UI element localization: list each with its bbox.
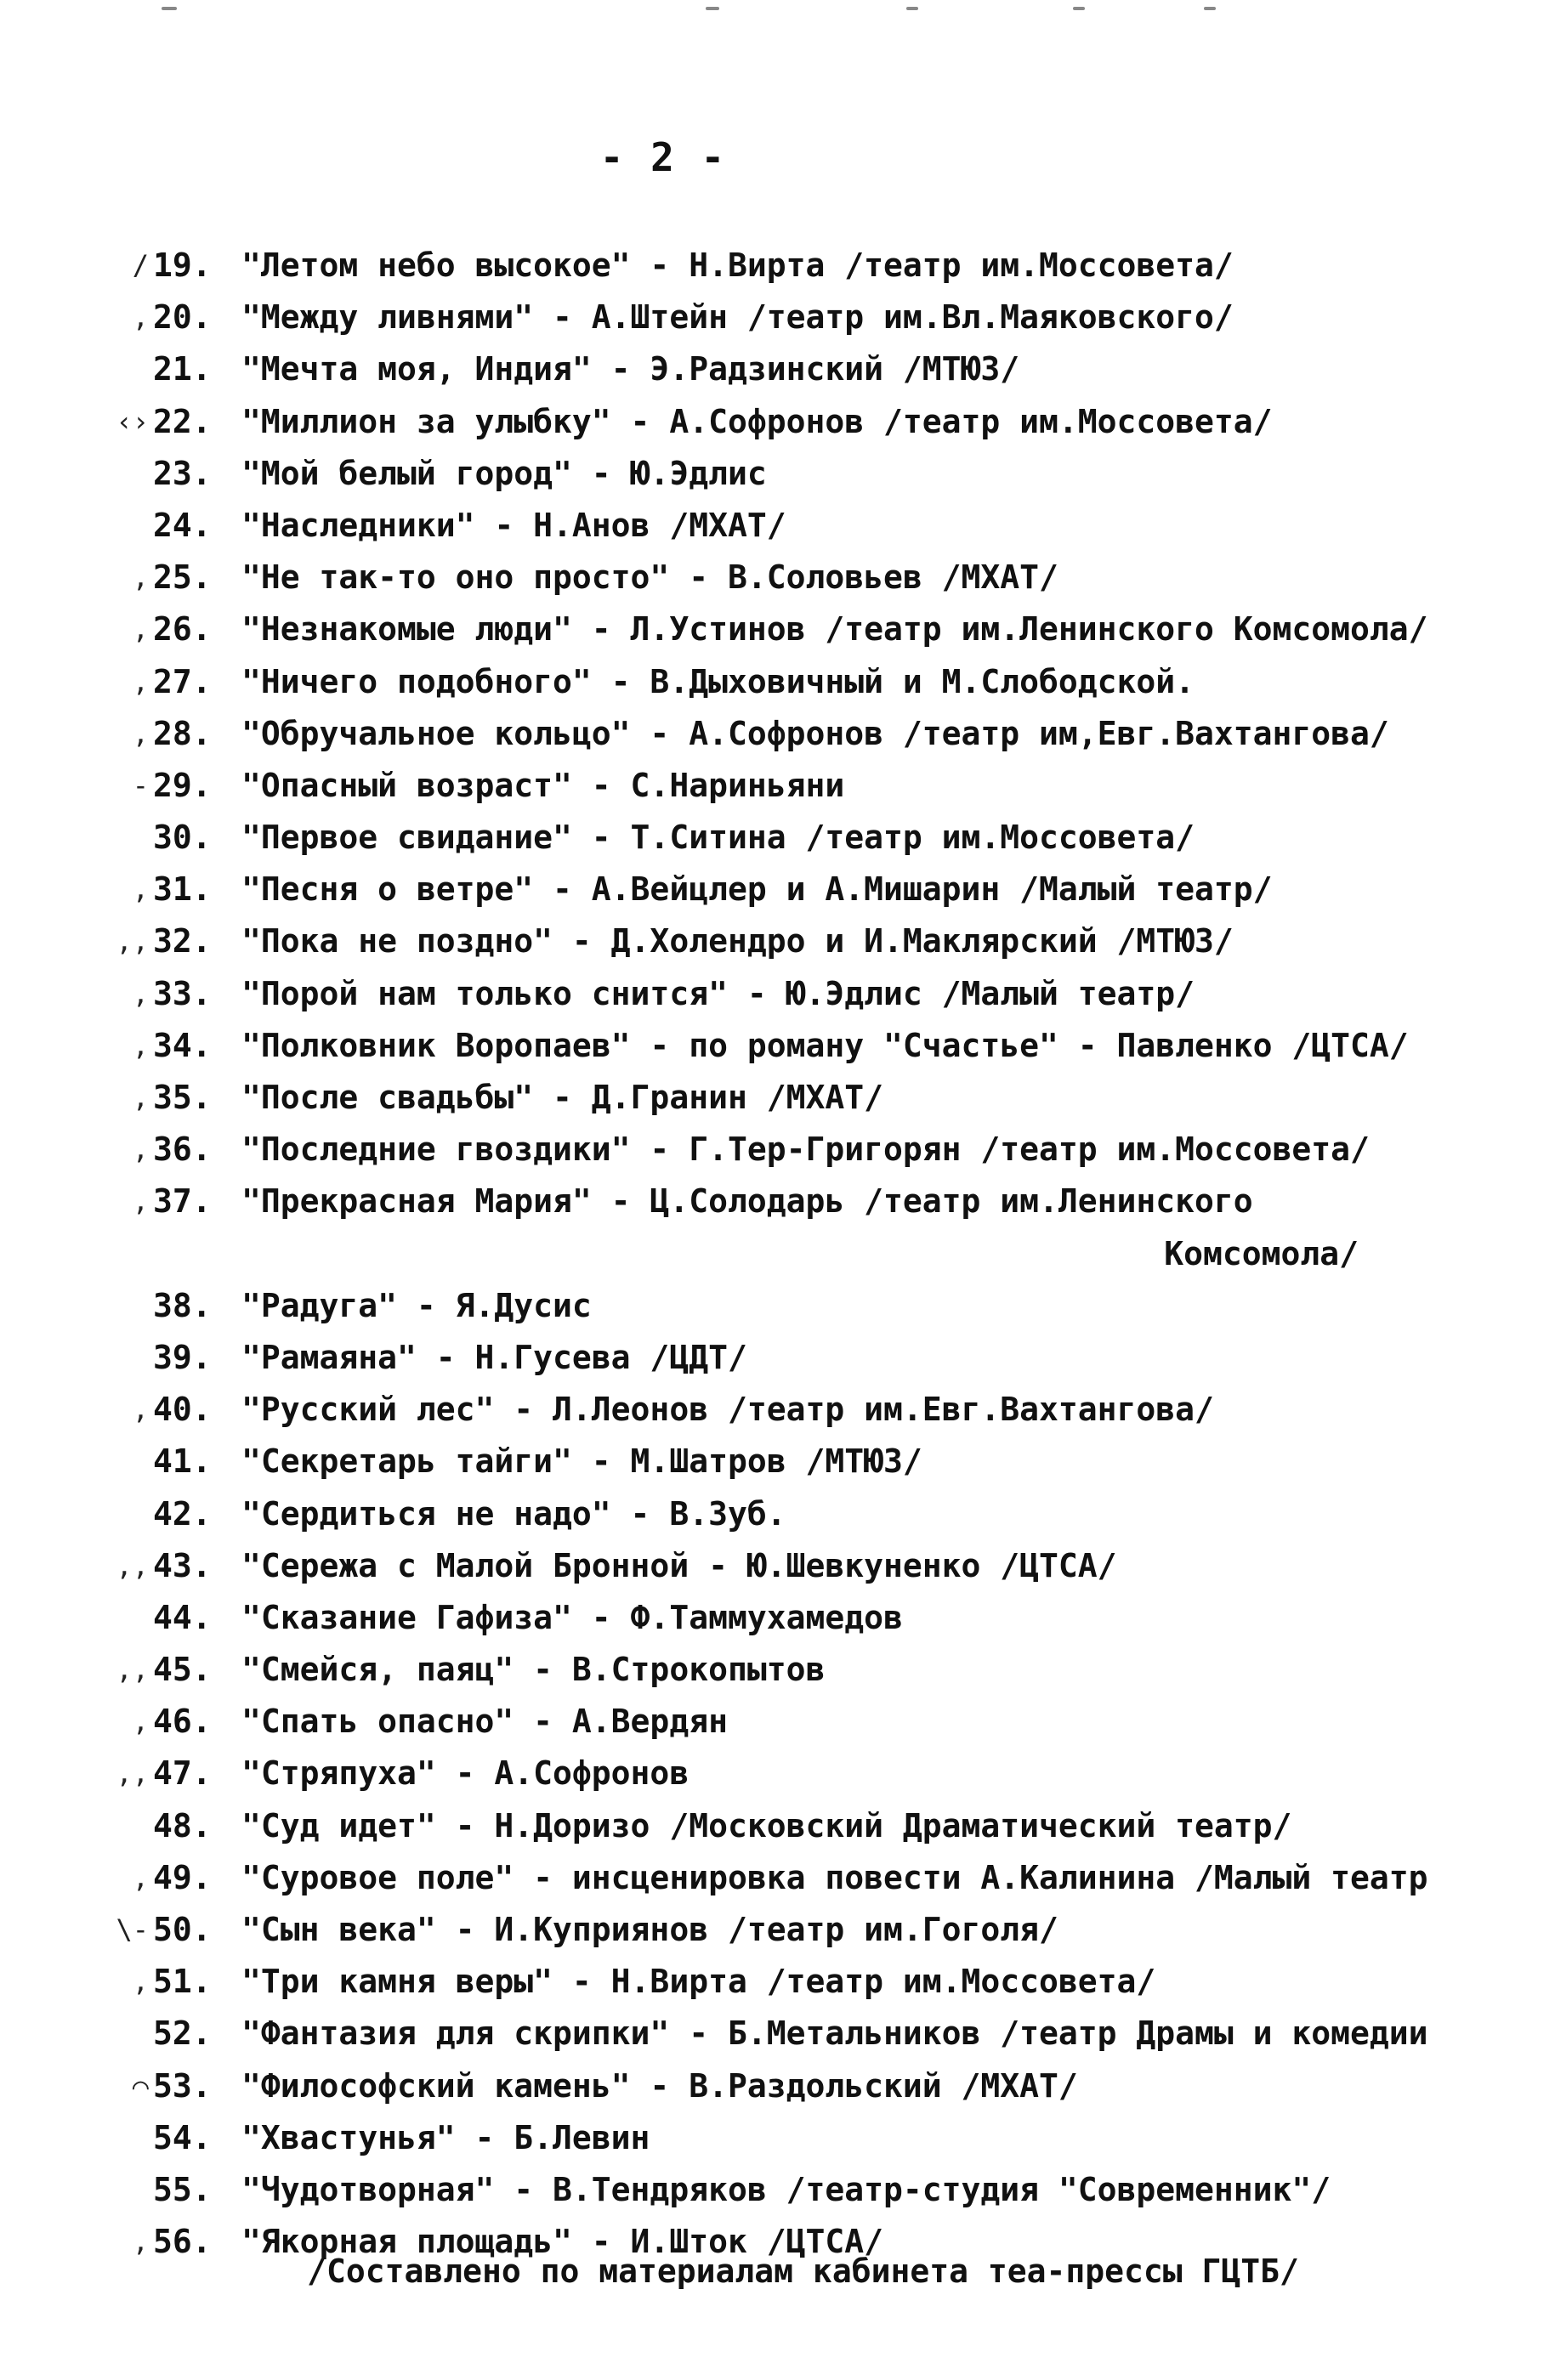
margin-mark: / xyxy=(132,249,149,281)
item-text: "Обручальное кольцо" - А.Софронов /театр им,Евг.Вахтангова/ xyxy=(241,714,1389,752)
item-text: "Между ливнями" - А.Штейн /театр им.Вл.Маяковского/ xyxy=(241,298,1234,337)
item-number: 24. xyxy=(153,506,212,544)
play-list xyxy=(0,240,1555,2268)
list-item xyxy=(0,1540,1555,1592)
list-item xyxy=(0,1280,1555,1332)
item-text: "Три камня веры" - Н.Вирта /театр им.Моссовета/ xyxy=(241,1963,1156,2001)
item-text: "Суровое поле" - инсценировка повести А.Калинина /Малый театр xyxy=(241,1858,1428,1896)
item-number: 43. xyxy=(153,1546,212,1584)
margin-mark: \- xyxy=(116,1913,149,1946)
list-item xyxy=(0,1124,1555,1176)
item-number: 23. xyxy=(153,454,212,492)
item-number: 45. xyxy=(153,1651,212,1689)
item-text: "Сережа с Малой Бронной - Ю.Шевкуненко /ЦТСА/ xyxy=(241,1546,1117,1584)
item-text: "Якорная площадь" - И.Шток /ЦТСА/ xyxy=(241,2223,883,2261)
item-number: 21. xyxy=(153,350,212,388)
margin-mark: ⌒ xyxy=(132,2069,149,2102)
item-text: "Полковник Воропаев" - по роману "Счастье" - Павленко /ЦТСА/ xyxy=(241,1026,1409,1064)
item-number: 31. xyxy=(153,870,212,909)
margin-mark: ‹› xyxy=(116,405,149,438)
item-number: 41. xyxy=(153,1442,212,1481)
margin-mark: ‚ xyxy=(132,561,149,594)
item-number: 47. xyxy=(153,1754,212,1793)
margin-mark: ‚ xyxy=(132,1861,149,1894)
item-number: 56. xyxy=(153,2223,212,2261)
list-item xyxy=(0,1072,1555,1124)
item-text: "Не так-то оно просто" - В.Соловьев /МХАТ/ xyxy=(241,558,1058,597)
list-item xyxy=(0,1332,1555,1384)
item-number: 54. xyxy=(153,2118,212,2156)
item-text: "Пока не поздно" - Д.Холендро и И.Маклярский /МТЮЗ/ xyxy=(241,922,1234,960)
scan-mark xyxy=(1073,7,1085,10)
item-number: 39. xyxy=(153,1338,212,1376)
margin-mark: ‚ xyxy=(132,873,149,906)
list-item xyxy=(0,656,1555,708)
item-text: "Первое свидание" - Т.Ситина /театр им.Моссовета/ xyxy=(241,819,1195,857)
list-item xyxy=(0,812,1555,864)
item-number: 40. xyxy=(153,1391,212,1429)
margin-mark: ‚ xyxy=(132,613,149,646)
item-text: "Незнакомые люди" - Л.Устинов /театр им.Ленинского Комсомола/ xyxy=(241,610,1428,649)
item-text: "Последние гвоздики" - Г.Тер-Григорян /театр им.Моссовета/ xyxy=(241,1130,1370,1169)
margin-mark: ‚ xyxy=(132,717,149,750)
list-item xyxy=(0,2164,1555,2216)
margin-mark: ‚ xyxy=(132,665,149,698)
item-text: "Миллион за улыбку" - А.Софронов /театр им.Моссовета/ xyxy=(241,402,1273,440)
item-text: "Радуга" - Я.Дусис xyxy=(241,1286,592,1324)
scan-mark xyxy=(906,7,918,10)
item-number: 38. xyxy=(153,1286,212,1324)
margin-mark: ‚ xyxy=(132,1705,149,1738)
item-number: 26. xyxy=(153,610,212,649)
item-text: "Спать опасно" - А.Вердян xyxy=(241,1703,728,1741)
item-text: "Ничего подобного" - В.Дыховичный и М.Слободской. xyxy=(241,662,1195,700)
list-item xyxy=(0,1748,1555,1799)
scan-mark xyxy=(162,7,177,10)
item-text: "Мечта моя, Индия" - Э.Радзинский /МТЮЗ/ xyxy=(241,350,1020,388)
item-text: "Суд идет" - Н.Доризо /Московский Драматический театр/ xyxy=(241,1806,1292,1844)
item-number: 55. xyxy=(153,2170,212,2208)
source-note: /Составлено по материалам кабинета теа-прессы ГЦТБ/ xyxy=(307,2252,1299,2290)
list-item xyxy=(0,343,1555,395)
margin-mark: ‚ xyxy=(132,1028,149,1062)
list-item xyxy=(0,2008,1555,2060)
list-item xyxy=(0,1020,1555,1072)
item-text: "Рамаяна" - Н.Гусева /ЦДТ/ xyxy=(241,1338,747,1376)
margin-mark: ‚‚ xyxy=(116,1757,149,1790)
item-number: 36. xyxy=(153,1130,212,1169)
list-item xyxy=(0,760,1555,812)
item-text: "Сказание Гафиза" - Ф.Таммухамедов xyxy=(241,1598,903,1636)
list-item-continuation xyxy=(0,1228,1555,1280)
margin-mark: ‚ xyxy=(132,2225,149,2258)
list-item xyxy=(0,915,1555,967)
list-item xyxy=(0,240,1555,292)
margin-mark: ‚ xyxy=(132,1393,149,1426)
item-number: 51. xyxy=(153,1963,212,2001)
scan-mark xyxy=(1204,7,1216,10)
list-item xyxy=(0,1436,1555,1488)
list-item xyxy=(0,1696,1555,1748)
item-text: "Секретарь тайги" - М.Шатров /МТЮЗ/ xyxy=(241,1442,922,1481)
list-item xyxy=(0,604,1555,655)
item-number: 52. xyxy=(153,2014,212,2053)
list-item xyxy=(0,1956,1555,2008)
item-number: 33. xyxy=(153,974,212,1012)
item-number: 29. xyxy=(153,766,212,804)
list-item xyxy=(0,1644,1555,1696)
item-number: 32. xyxy=(153,922,212,960)
margin-mark: ‚ xyxy=(132,1133,149,1166)
list-item xyxy=(0,552,1555,604)
item-number: 34. xyxy=(153,1026,212,1064)
item-number: 35. xyxy=(153,1079,212,1116)
item-number: 28. xyxy=(153,714,212,752)
list-item xyxy=(0,2112,1555,2164)
item-text: "Мой белый город" - Ю.Эдлис xyxy=(241,454,767,492)
list-item xyxy=(0,500,1555,552)
list-item xyxy=(0,1176,1555,1227)
list-item xyxy=(0,2060,1555,2112)
list-item xyxy=(0,1384,1555,1436)
margin-mark: ‚‚ xyxy=(116,1653,149,1686)
item-number: 19. xyxy=(153,246,212,284)
list-item xyxy=(0,968,1555,1020)
margin-mark: - xyxy=(132,768,149,802)
item-text: "Сердиться не надо" - В.Зуб. xyxy=(241,1494,786,1533)
item-number: 37. xyxy=(153,1182,212,1221)
item-text: "Наследники" - Н.Анов /МХАТ/ xyxy=(241,506,786,544)
item-number: 20. xyxy=(153,298,212,337)
list-item xyxy=(0,1592,1555,1644)
item-number: 22. xyxy=(153,402,212,440)
margin-mark: ‚‚ xyxy=(116,1549,149,1582)
item-number: 25. xyxy=(153,558,212,597)
item-text: "Фантазия для скрипки" - Б.Метальников /театр Драмы и комедии xyxy=(241,2014,1428,2053)
margin-mark: ‚ xyxy=(132,977,149,1010)
item-text: "Хвастунья" - Б.Левин xyxy=(241,2118,650,2156)
item-number: 46. xyxy=(153,1703,212,1741)
item-text: "Порой нам только снится" - Ю.Эдлис /Малый театр/ xyxy=(241,974,1195,1012)
item-number: 27. xyxy=(153,662,212,700)
item-text: "Сын века" - И.Куприянов /театр им.Гоголя/ xyxy=(241,1911,1058,1948)
item-text: Комсомола/ xyxy=(1164,1234,1359,1272)
item-number: 48. xyxy=(153,1806,212,1844)
margin-mark: ‚ xyxy=(132,1185,149,1218)
item-number: 53. xyxy=(153,2066,212,2105)
item-text: "Песня о ветре" - А.Вейцлер и А.Мишарин /Малый театр/ xyxy=(241,870,1273,909)
list-item xyxy=(0,1488,1555,1540)
margin-mark: ‚ xyxy=(132,1965,149,1998)
list-item xyxy=(0,396,1555,448)
list-item xyxy=(0,1852,1555,1904)
item-text: "Опасный возраст" - С.Нариньяни xyxy=(241,766,845,804)
list-item xyxy=(0,1904,1555,1956)
item-number: 30. xyxy=(153,819,212,857)
item-text: "После свадьбы" - Д.Гранин /МХАТ/ xyxy=(241,1079,883,1116)
list-item xyxy=(0,292,1555,343)
item-text: "Летом небо высокое" - Н.Вирта /театр им.Моссовета/ xyxy=(241,246,1234,284)
margin-mark: ‚ xyxy=(132,301,149,334)
item-text: "Чудотворная" - В.Тендряков /театр-студия "Современник"/ xyxy=(241,2170,1331,2208)
item-text: "Стряпуха" - А.Софронов xyxy=(241,1754,690,1793)
item-text: "Русский лес" - Л.Леонов /театр им.Евг.Вахтангова/ xyxy=(241,1391,1214,1429)
list-item xyxy=(0,864,1555,915)
item-number: 49. xyxy=(153,1858,212,1896)
page-number: - 2 - xyxy=(599,134,727,180)
scan-mark xyxy=(706,7,719,10)
item-text: "Прекрасная Мария" - Ц.Солодарь /театр им.Ленинского xyxy=(241,1182,1253,1221)
list-item xyxy=(0,1800,1555,1852)
list-item xyxy=(0,708,1555,760)
margin-mark: ‚ xyxy=(132,1081,149,1114)
list-item xyxy=(0,448,1555,500)
item-text: "Смейся, паяц" - В.Строкопытов xyxy=(241,1651,826,1689)
margin-mark: ‚‚ xyxy=(116,925,149,958)
item-number: 42. xyxy=(153,1494,212,1533)
item-text: "Философский камень" - В.Раздольский /МХАТ/ xyxy=(241,2066,1078,2105)
item-number: 44. xyxy=(153,1598,212,1636)
item-number: 50. xyxy=(153,1911,212,1948)
